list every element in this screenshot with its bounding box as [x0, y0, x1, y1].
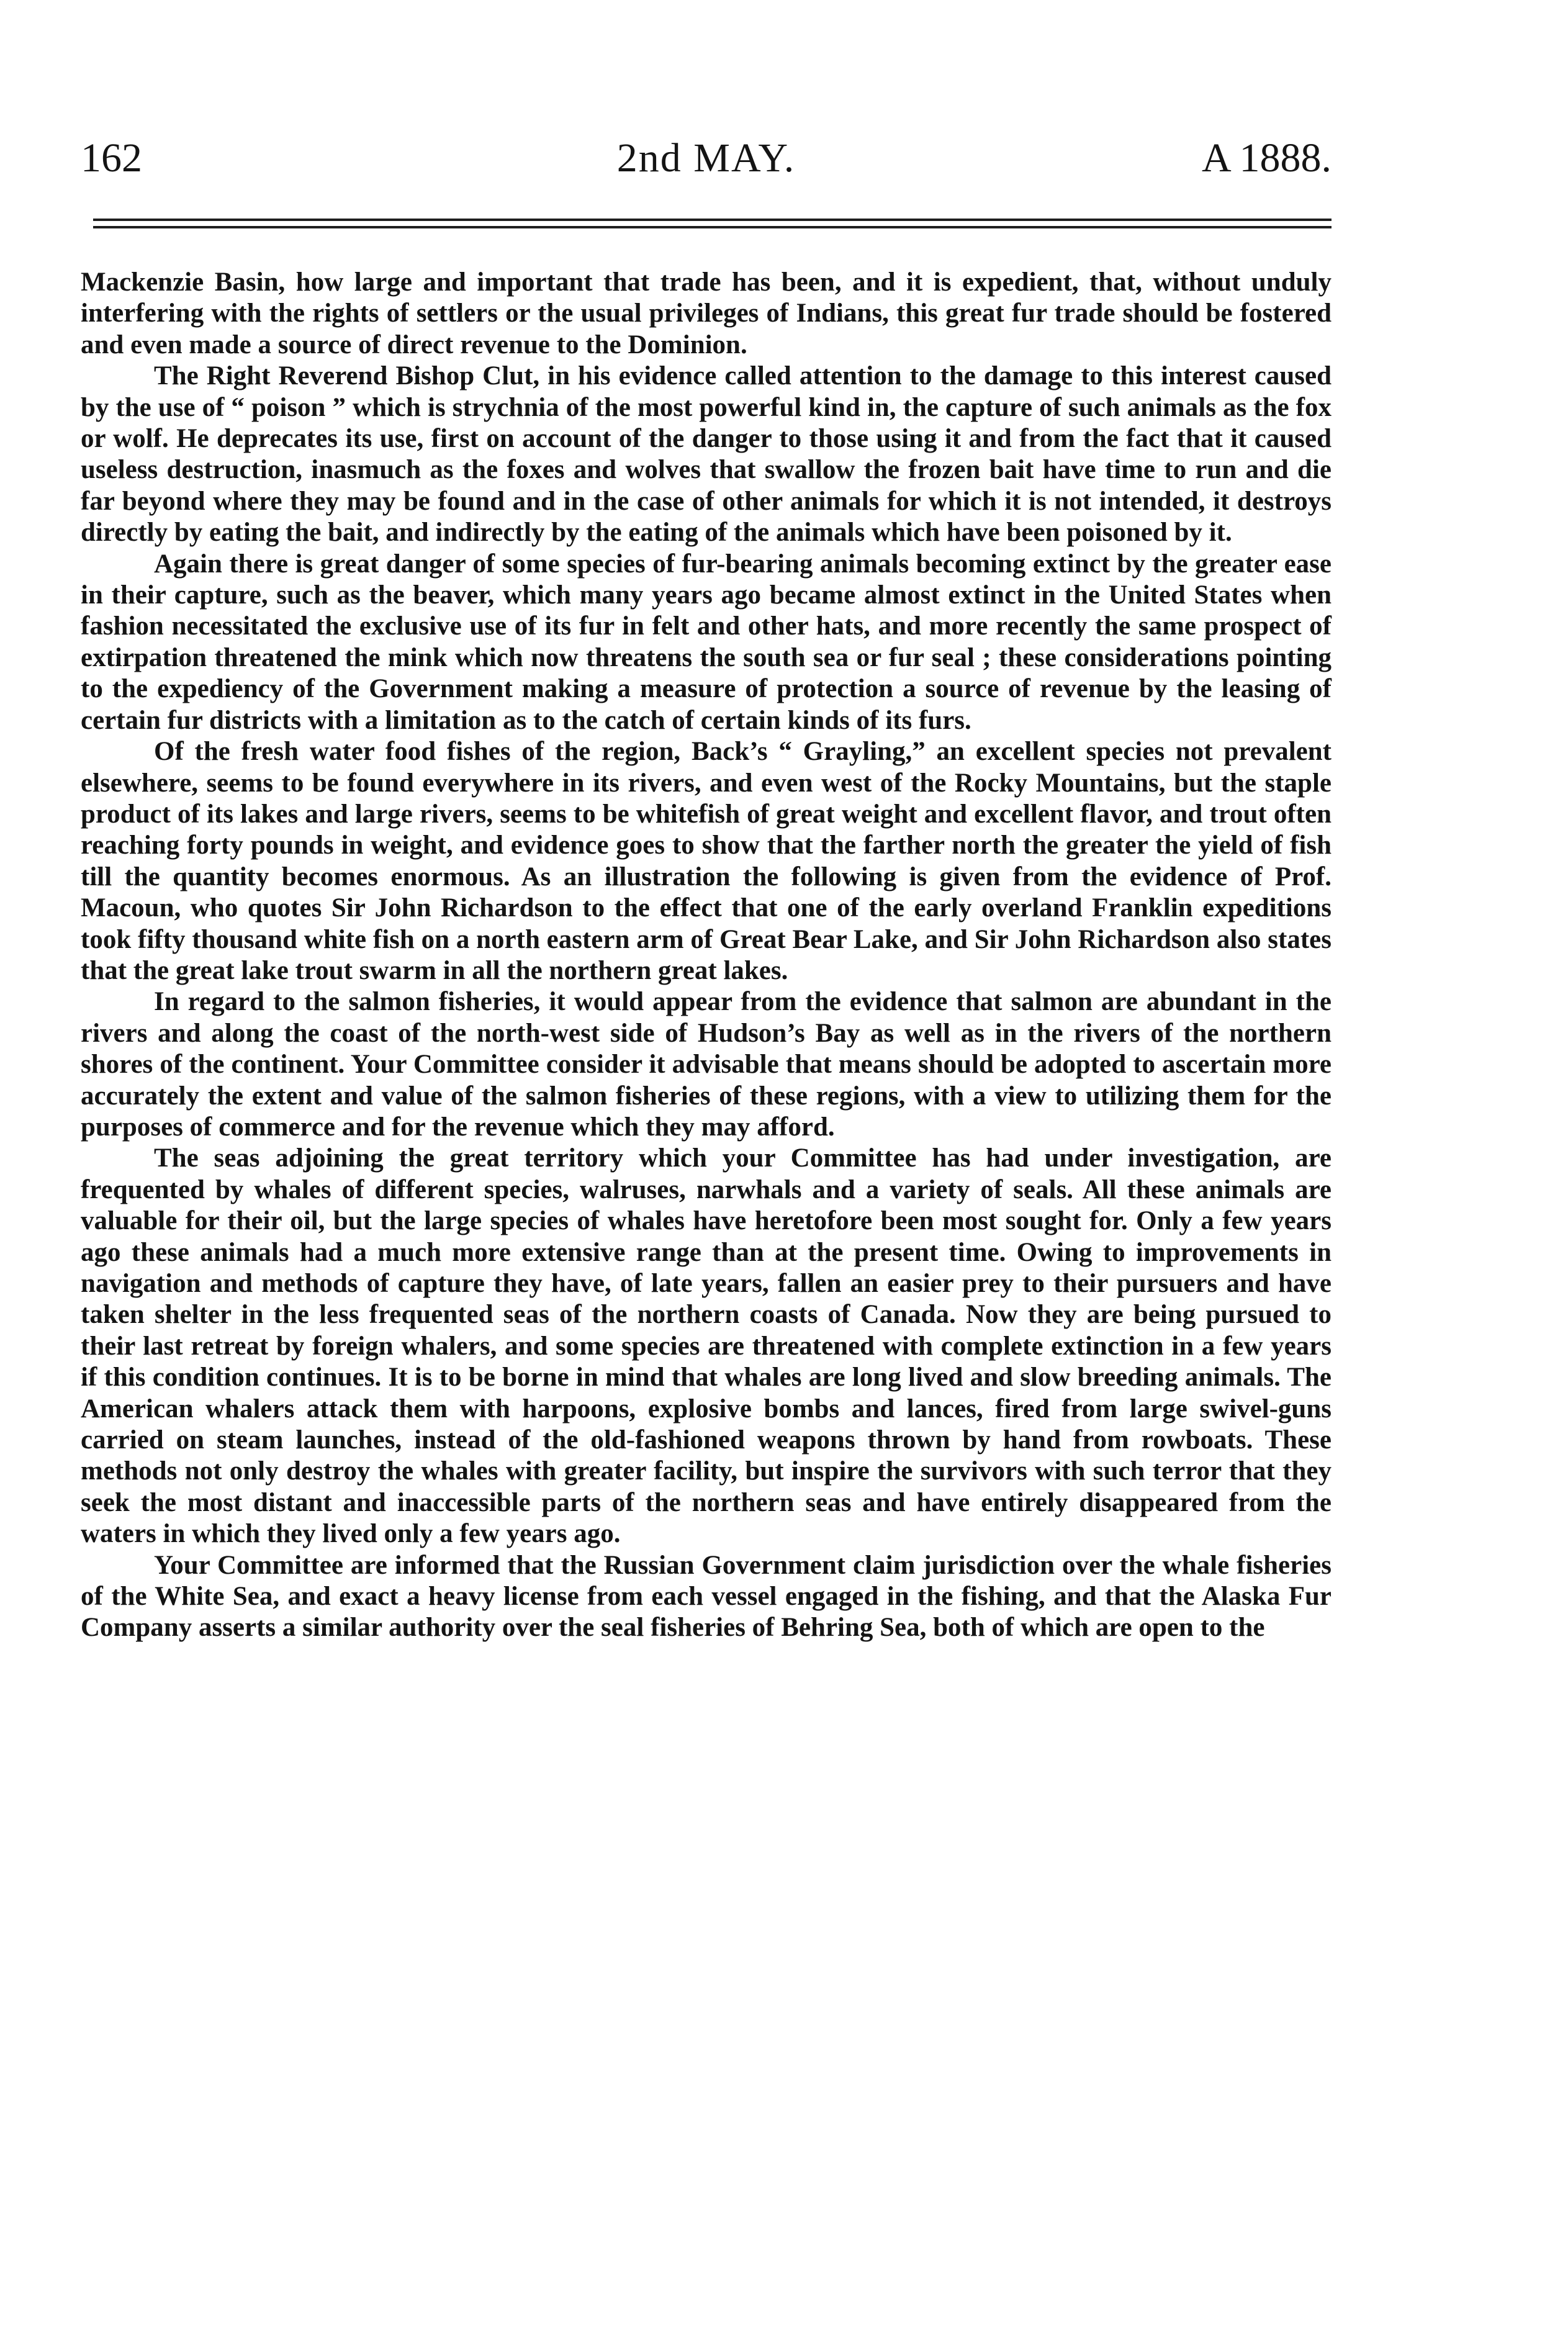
header-year: A 1888. — [1201, 135, 1331, 181]
body-text — [81, 267, 1331, 1644]
header-rule-bottom — [93, 226, 1331, 228]
paragraph: In regard to the salmon fisheries, it would appear from the evidence that salmon are abundant in the rivers and along the coast of the north-west side of Hudson’s Bay as well as in the rivers of the northern shores of the continent. Your Committee consider it advisable that means should be adopted to ascertain more accurately the extent and value of the salmon fisheries of these regions, with a view to utilizing them for the purposes of commerce and for the revenue which they may afford. — [81, 987, 1331, 1142]
paragraph: Your Committee are informed that the Russian Government claim jurisdiction over the whale fisheries of the White Sea, and exact a heavy license from each vessel engaged in the fishing, and that the Alaska Fur Company asserts a similar authority over the seal fisheries of Behring Sea, both of which are open to the — [81, 1550, 1331, 1643]
running-header — [81, 130, 1331, 186]
header-date: 2nd MAY. — [616, 135, 796, 181]
header-rule-top — [93, 219, 1331, 221]
paragraph: Again there is great danger of some species of fur-bearing animals becoming extinct by the greater ease in their capture, such as the beaver, which many years ago became almost extinct in the United States when fashion necessitated the exclusive use of its fur in felt and other hats, and more recently the same prospect of extirpation threatened the mink which now threatens the south sea or fur seal ; these considerations pointing to the expediency of the Government making a measure of protection a source of revenue by the leasing of certain fur districts with a limitation as to the catch of certain kinds of its furs. — [81, 549, 1331, 735]
paragraph: Of the fresh water food fishes of the region, Back’s “ Grayling,” an excellent species not prevalent elsewhere, seems to be found everywhere in its rivers, and even west of the Rocky Mountains, but the staple product of its lakes and large rivers, seems to be whitefish of great weight and excellent flavor, and trout often reaching forty pounds in weight, and evidence goes to show that the farther north the greater the yield of fish till the quantity becomes enormous. As an illustration the following is given from the evidence of Prof. Macoun, who quotes Sir John Richardson to the effect that one of the early overland Franklin expeditions took fifty thousand white fish on a north eastern arm of Great Bear Lake, and Sir John Richardson also states that the great lake trout swarm in all the northern great lakes. — [81, 737, 1331, 985]
paragraph: The seas adjoining the great territory which your Committee has had under investigation, are frequented by whales of different species, walruses, narwhals and a variety of seals. All these animals are valuable for their oil, but the large species of whales have heretofore been most sought for. Only a few years ago these animals had a much more extensive range than at the present time. Owing to improvements in navigation and methods of capture they have, of late years, fallen an easier prey to their pursuers and have taken shelter in the less frequented seas of the northern coasts of Canada. Now they are being pursued to their last retreat by foreign whalers, and some species are threatened with complete extinction in a few years if this condition continues. It is to be borne in mind that whales are long lived and slow breeding animals. The American whalers attack them with harpoons, explosive bombs and lances, fired from large swivel-guns carried on steam launches, instead of the old-fashioned weapons thrown by hand from rowboats. These methods not only destroy the whales with greater facility, but inspire the survivors with such terror that they seek the most distant and inaccessible parts of the northern seas and have entirely disappeared from the waters in which they lived only a few years ago. — [81, 1144, 1331, 1549]
paragraph: The Right Reverend Bishop Clut, in his evidence called attention to the damage to this interest caused by the use of “ poison ” which is strychnia of the most powerful kind in, the capture of such animals as the fox or wolf. He deprecates its use, first on account of the danger to those using it and from the fact that it caused useless destruction, inasmuch as the foxes and wolves that swallow the frozen bait have time to run and die far beyond where they may be found and in the case of other animals for which it is not intended, it destroys directly by eating the bait, and indirectly by the eating of the animals which have been poisoned by it. — [81, 361, 1331, 548]
paragraph-continued: Mackenzie Basin, how large and important that trade has been, and it is expedient, that, without unduly interfering with the rights of settlers or the usual privileges of Indians, this great fur trade should be fostered and even made a source of direct revenue to the Dominion. — [81, 268, 1331, 359]
page-number: 162 — [81, 135, 142, 181]
